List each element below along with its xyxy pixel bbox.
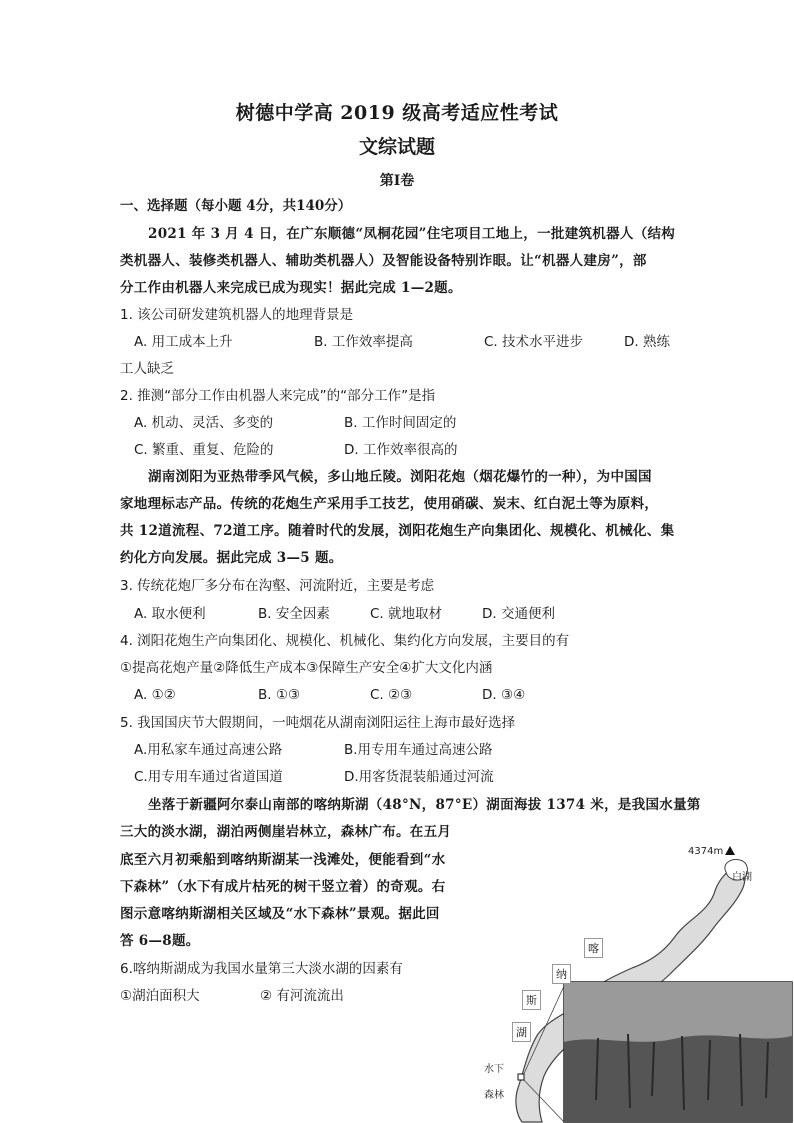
underwater-forest-label: 水下 xyxy=(484,1064,504,1075)
q2-option-d: D. 工作效率很高的 xyxy=(344,442,458,458)
q6-item-1: ①湖泊面积大 xyxy=(120,988,200,1004)
peak-elevation-label: 4374m xyxy=(688,846,724,857)
section-heading: 一、选择题（每小题 4分，共140分） xyxy=(120,198,352,214)
passage1-line: 分工作由机器人来完成已成为现实！据此完成 1—2题。 xyxy=(120,280,462,296)
passage3-line: 下森林”（水下有成片枯死的树干竖立着）的奇观。右 xyxy=(120,879,446,895)
q3-option-c: C. 就地取材 xyxy=(370,606,443,622)
passage1-line: 类机器人、装修类机器人、辅助类机器人）及智能设备特别诈眼。让“机器人建房”，部 xyxy=(120,253,647,269)
lake-name-char: 湖 xyxy=(512,1022,531,1042)
passage3-line: 答 6—8题。 xyxy=(120,933,200,949)
passage3-line: 底至六月初乘船到喀纳斯湖某一浅滩处，便能看到“水 xyxy=(120,852,446,868)
kanas-lake-map xyxy=(478,838,794,1123)
q6-item-2: ② 有河流流出 xyxy=(260,988,344,1004)
question-5-stem: 5. 我国国庆节大假期间，一吨烟花从湖南浏阳运往上海市最好选择 xyxy=(120,715,516,731)
forest-marker-icon xyxy=(518,1074,524,1080)
lake-name-char: 纳 xyxy=(552,964,571,984)
volume-label: 第Ⅰ卷 xyxy=(379,173,415,189)
question-4-stem: 4. 浏阳花炮生产向集团化、规模化、机械化、集约化方向发展，主要目的有 xyxy=(120,633,570,649)
q2-option-b: B. 工作时间固定的 xyxy=(344,415,457,431)
passage2-line: 家地理标志产品。传统的花炮生产采用手工技艺，使用硝碳、炭末、红白泥土等为原料， xyxy=(120,496,659,512)
lake-name-char: 喀 xyxy=(584,938,603,958)
question-6-stem: 6.喀纳斯湖成为我国水量第三大淡水湖的因素有 xyxy=(120,961,403,977)
q3-option-a: A. 取水便利 xyxy=(134,606,206,622)
underwater-forest-label: 森林 xyxy=(484,1090,504,1101)
exam-subtitle: 文综试题 xyxy=(358,136,435,158)
q4-items: ①提高花炮产量②降低生产成本③保障生产安全④扩大文化内涵 xyxy=(120,660,493,676)
question-3-stem: 3. 传统花炮厂多分布在沟壑、河流附近，主要是考虑 xyxy=(120,578,435,594)
photo-sky xyxy=(564,982,792,1042)
lake-name-char: 斯 xyxy=(522,990,541,1010)
question-2-stem: 2. 推测“部分工作由机器人来完成”的“部分工作”是指 xyxy=(120,388,436,404)
q5-option-d: D.用客货混装船通过河流 xyxy=(344,769,494,785)
q1-option-b: B. 工作效率提高 xyxy=(314,334,413,350)
passage2-line: 共 12道流程、72道工序。随着时代的发展，浏阳花炮生产向集团化、规模化、机械化、集 xyxy=(120,523,675,539)
q1-option-a: A. 用工成本上升 xyxy=(134,334,233,350)
passage3-line: 图示意喀纳斯湖相关区域及“水下森林”景观。据此回 xyxy=(120,906,440,922)
q5-option-c: C.用专用车通过省道国道 xyxy=(134,769,283,785)
q1-option-d: D. 熟练 xyxy=(624,334,670,350)
peak-marker-icon xyxy=(725,846,735,855)
q4-option-c: C. ②③ xyxy=(370,687,413,703)
exam-title: 树德中学高 2019 级高考适应性考试 xyxy=(235,102,559,124)
passage1-line: 2021 年 3 月 4 日，在广东顺德“凤桐花园”住宅项目工地上，一批建筑机器人（结构 xyxy=(148,226,676,242)
q4-option-b: B. ①③ xyxy=(258,687,301,703)
q4-option-a: A. ①② xyxy=(134,687,176,703)
q1-option-d-cont: 工人缺乏 xyxy=(120,361,174,377)
q5-option-a: A.用私家车通过高速公路 xyxy=(134,742,283,758)
question-1-stem: 1. 该公司研发建筑机器人的地理背景是 xyxy=(120,307,354,323)
passage2-line: 湖南浏阳为亚热带季风气候，多山地丘陵。浏阳花炮（烟花爆竹的一种），为中国国 xyxy=(148,469,652,485)
q3-option-d: D. 交通便利 xyxy=(482,606,555,622)
q5-option-b: B.用专用车通过高速公路 xyxy=(344,742,493,758)
q1-option-c: C. 技术水平进步 xyxy=(484,334,584,350)
passage2-line: 约化方向发展。据此完成 3—5 题。 xyxy=(120,550,343,566)
passage3-line: 三大的淡水湖，湖泊两侧崖岩林立，森林广布。在五月 xyxy=(120,824,452,840)
upper-lake-label: 白湖 xyxy=(732,872,752,883)
q4-option-d: D. ③④ xyxy=(482,687,526,703)
q3-option-b: B. 安全因素 xyxy=(258,606,330,622)
passage3-line: 坐落于新疆阿尔泰山南部的喀纳斯湖（48°N，87°E）湖面海拔 1374 米，是我国水量第 xyxy=(148,797,701,813)
q2-option-a: A. 机动、灵活、多变的 xyxy=(134,415,274,431)
q2-option-c: C. 繁重、重复、危险的 xyxy=(134,442,274,458)
